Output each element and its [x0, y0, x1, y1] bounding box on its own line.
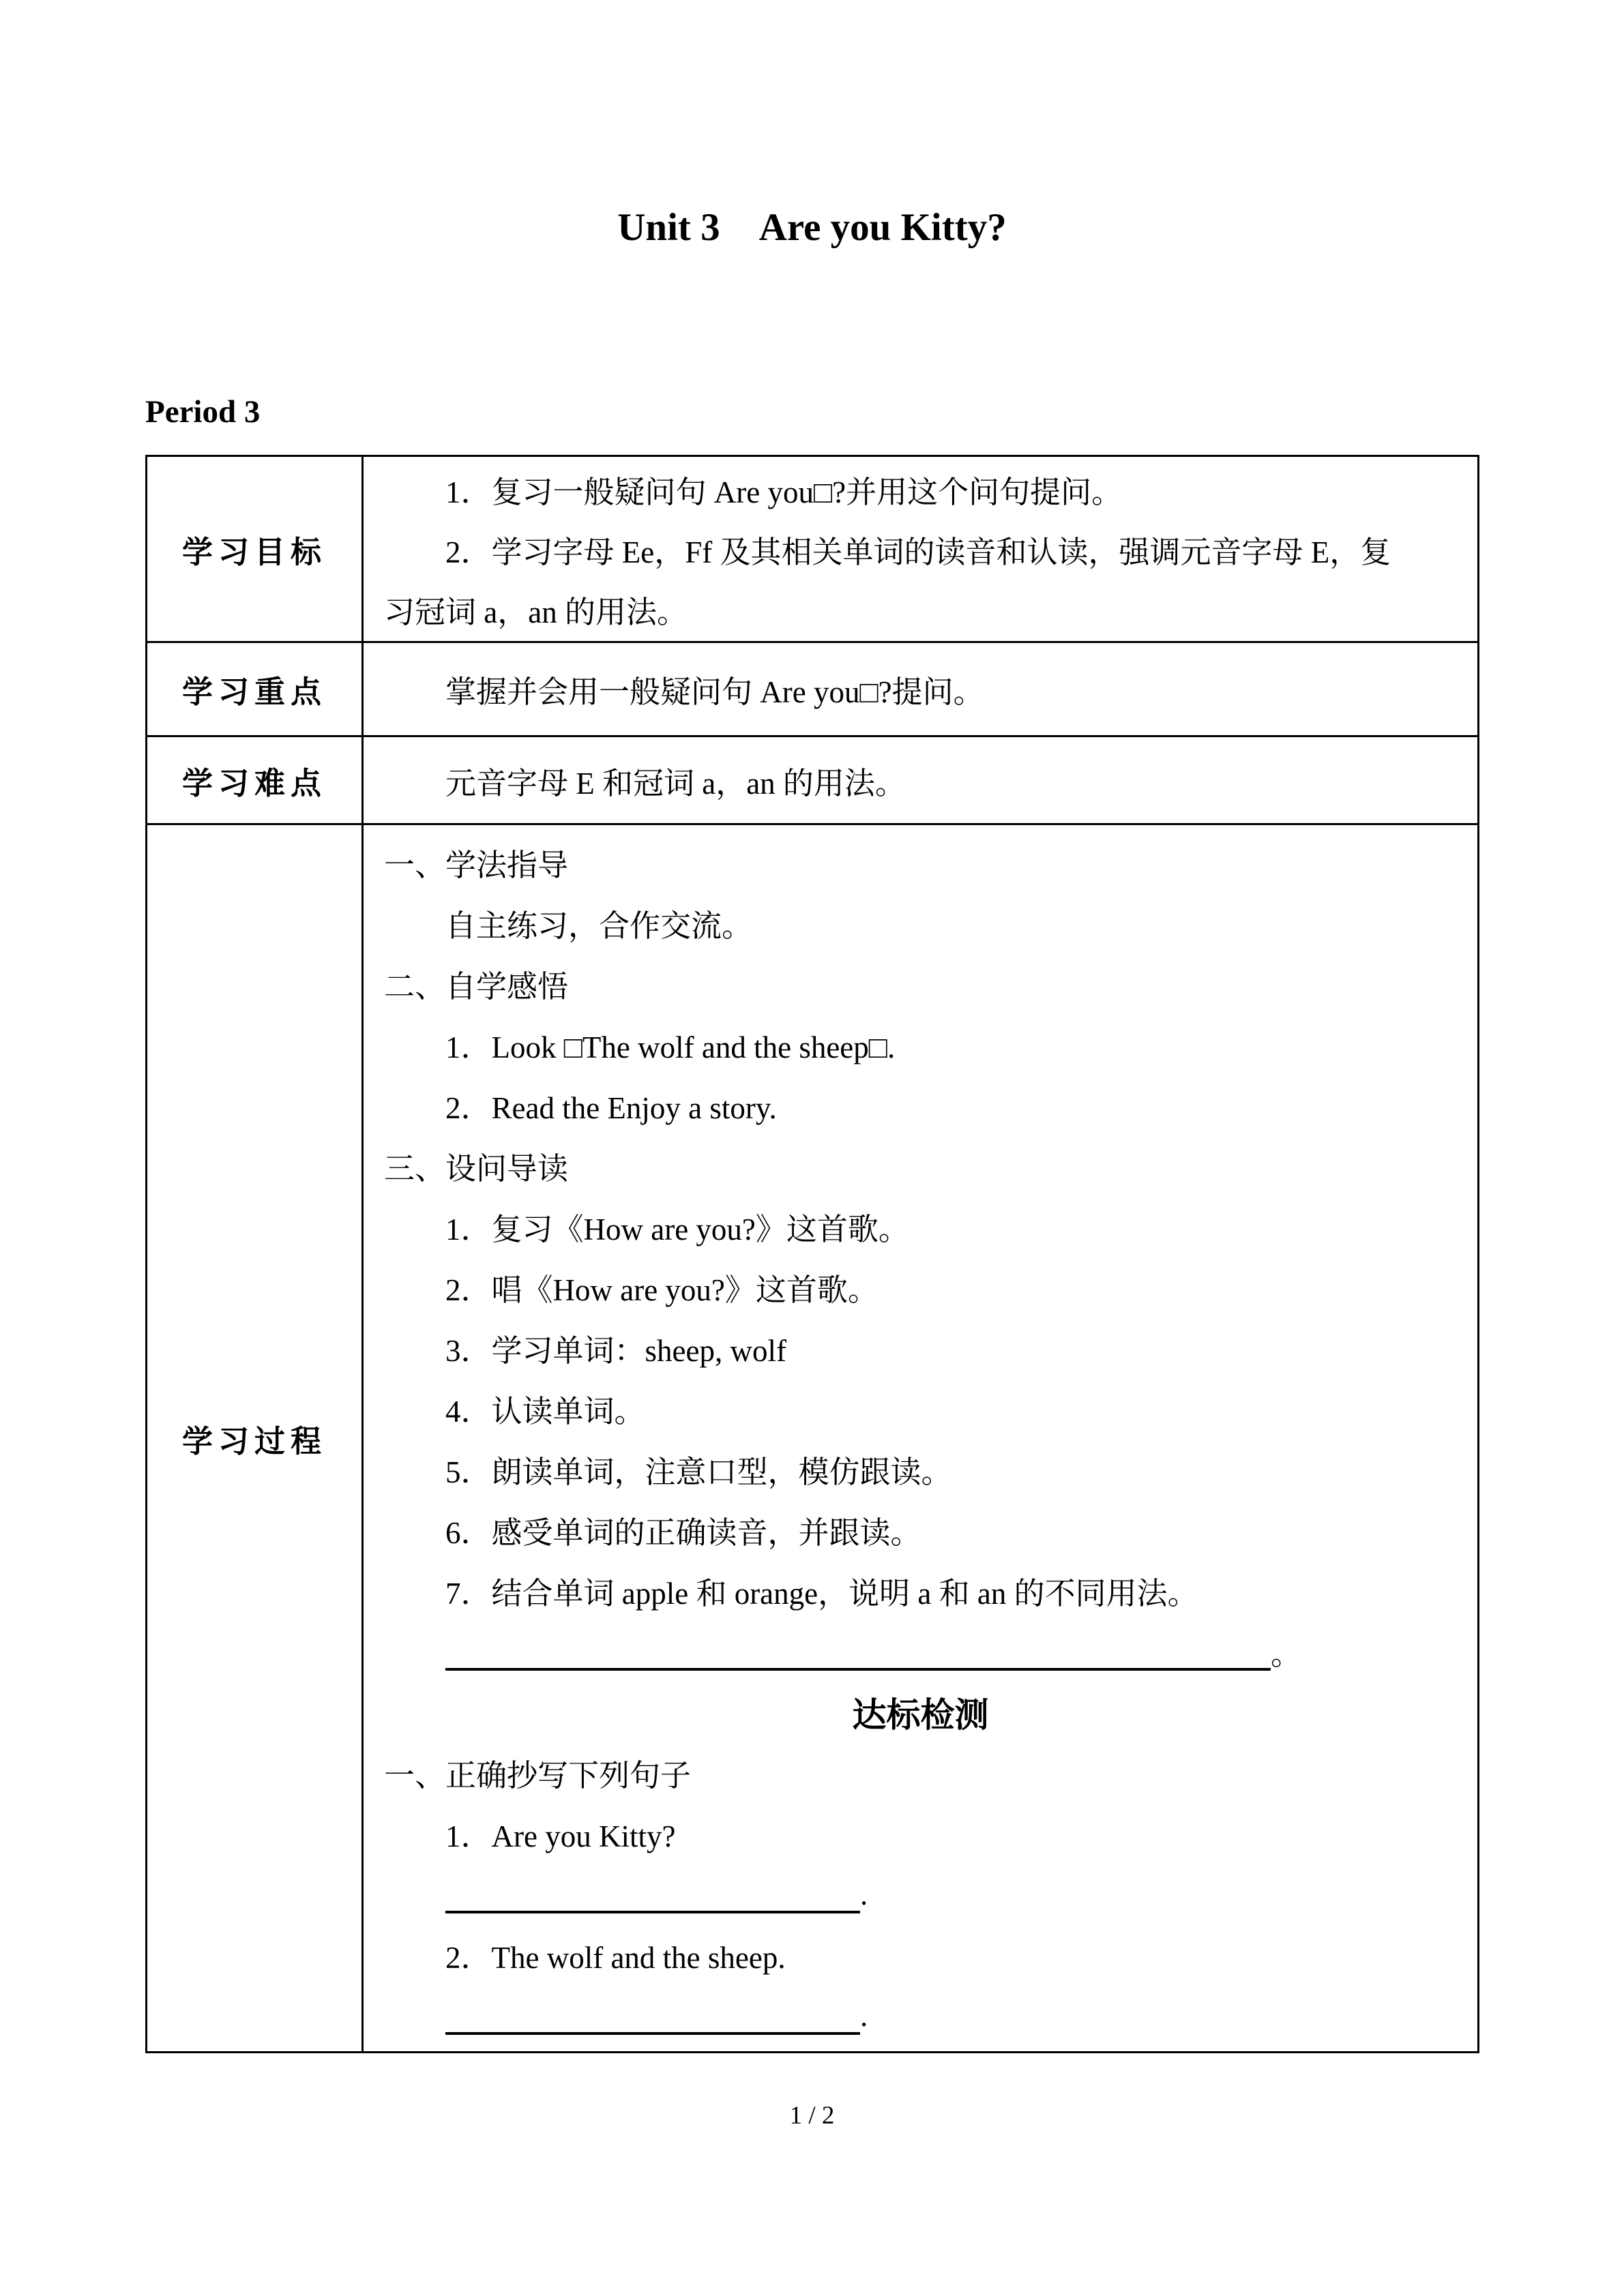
- difficulties-content: [363, 736, 1479, 824]
- period-heading: Period 3: [145, 394, 261, 430]
- process-item: 7．结合单词 apple 和 orange，说明 a 和 an 的不同用法。: [445, 1577, 1198, 1611]
- process-content: [363, 824, 1479, 2053]
- page-title: Unit 3 Are you Kitty?: [617, 206, 1007, 249]
- process-item: 1．Look □The wolf and the sheep□.: [445, 1030, 896, 1064]
- process-section-heading: 三、设问导读: [384, 1152, 569, 1186]
- blank-punctuation: 。: [1271, 1637, 1302, 1671]
- process-section-heading: 一、学法指导: [384, 848, 569, 882]
- process-section-heading: 一、正确抄写下列句子: [384, 1759, 692, 1793]
- answer-blank-line: [364, 1621, 1477, 1682]
- answer-blank: [445, 1875, 860, 1913]
- row-label-key-points: 学习重点: [147, 642, 363, 736]
- table-row-process: [147, 824, 1479, 2053]
- objective-line: 2．学习字母 Ee，Ff 及其相关单词的读音和认读，强调元音字母 E，复: [445, 535, 1391, 569]
- process-item: 1．复习《How are you?》这首歌。: [445, 1212, 909, 1247]
- process-item: 5．朗读单词，注意口型，模仿跟读。: [445, 1455, 952, 1489]
- process-item: 1．Are you Kitty?: [445, 1819, 676, 1853]
- table-row-difficulties: [147, 736, 1479, 824]
- difficulty-line: 元音字母 E 和冠词 a，an 的用法。: [445, 766, 906, 801]
- process-item: 3．学习单词：sheep, wolf: [445, 1334, 786, 1368]
- process-item: 自主练习，合作交流。: [445, 909, 753, 943]
- row-label-difficulties: 学习难点: [147, 736, 363, 824]
- process-item: 6．感受单词的正确读音，并跟读。: [445, 1516, 921, 1550]
- process-item: 2．唱《How are you?》这首歌。: [445, 1273, 879, 1307]
- blank-punctuation: .: [860, 1998, 868, 2033]
- lesson-plan-table: [145, 455, 1479, 2053]
- objective-line: 习冠词 a，an 的用法。: [384, 595, 688, 629]
- page-number: 1 / 2: [789, 2102, 835, 2130]
- key-point-line: 掌握并会用一般疑问句 Are you□?提问。: [445, 675, 984, 709]
- key-points-content: [363, 642, 1479, 736]
- objectives-content: [363, 456, 1479, 642]
- assessment-title: 达标检测: [852, 1695, 989, 1734]
- blank-punctuation: .: [860, 1877, 868, 1911]
- process-item: 2．Read the Enjoy a story.: [445, 1091, 777, 1125]
- answer-blank: [445, 1632, 1271, 1671]
- answer-blank: [445, 1997, 860, 2035]
- row-label-objectives: 学习目标: [147, 456, 363, 642]
- process-section-heading: 二、自学感悟: [384, 970, 569, 1004]
- answer-blank-line: [364, 1985, 1477, 2046]
- process-item: 2．The wolf and the sheep.: [445, 1941, 786, 1975]
- process-item: 4．认读单词。: [445, 1395, 645, 1429]
- answer-blank-line: [364, 1864, 1477, 1924]
- table-row-key-points: [147, 642, 1479, 736]
- table-row-objectives: [147, 456, 1479, 642]
- objective-line: 1．复习一般疑问句 Are you□?并用这个问句提问。: [445, 475, 1123, 509]
- row-label-process: 学习过程: [147, 824, 363, 2053]
